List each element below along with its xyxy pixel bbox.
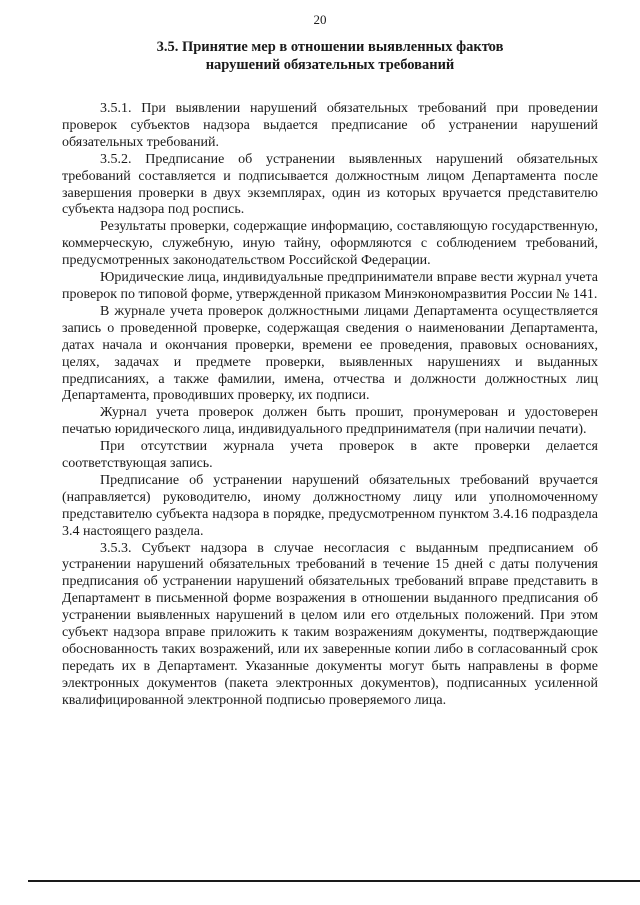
section-heading-line-2: нарушений обязательных требований [205, 57, 455, 73]
section-heading-line-1: 3.5. Принятие мер в отношении выявленных фактов [156, 39, 504, 55]
paragraph-journal-entry: В журнале учета проверок должностными лицами Департамента осуществляется запись о проведенной проверке, содержащая сведения о наименовании Департамента, датах начала и окончания проверки, времени ее проведения, правовых основаниях, целях, задачах и предмете проверки, выявленных нарушениях и выданных предписаниях, а также фамилии, имена, отчества и должности должностных лиц Департамента, проводивших проверку, их подписи. [62, 303, 598, 404]
paragraph-3-5-2: 3.5.2. Предписание об устранении выявленных нарушений обязательных требований составляется и подписывается должностным лицом Департамента после завершения проверки в двух экземплярах, один из которых вручается представителю субъекта надзора под роспись. [62, 151, 598, 218]
bottom-rule [28, 880, 640, 882]
paragraph-3-5-1: 3.5.1. При выявлении нарушений обязательных требований при проведении проверок субъектов надзора выдается предписание об устранении нарушений обязательных требований. [62, 101, 598, 150]
paragraph-journal-binding: Журнал учета проверок должен быть прошит, пронумерован и удостоверен печатью юридического лица, индивидуального предпринимателя (при наличии печати). [62, 405, 598, 438]
section-heading [60, 38, 600, 74]
paragraph-journal-right: Юридические лица, индивидуальные предприниматели вправе вести журнал учета проверок по типовой форме, утвержденной приказом Минэкономразвития России № 141. [62, 270, 598, 302]
paragraph-3-5-3: 3.5.3. Субъект надзора в случае несогласия с выданным предписанием об устранении нарушений обязательных требований в течение 15 дней с даты получения предписания об устранении нарушений обязательных требований вправе представить в Департамент в письменной форме возражения в отношении выданного предписания об устранении выявленных нарушений в целом или его отдельных положений. При этом субъект надзора вправе приложить к таким возражениям документы, подтверждающие обоснованность таких возражений, или их заверенные копии либо в согласованный срок передать их в Департамент. Указанные документы могут быть направлены в форме электронных документов (пакета электронных документов), подписанных усиленной квалифицированной электронной подписью проверяемого лица. [62, 540, 598, 708]
body-text [62, 101, 598, 710]
paragraph-order-delivery: Предписание об устранении нарушений обязательных требований вручается (направляется) руководителю, иному должностному лицу или уполномоченному представителю субъекта надзора в порядке, предусмотренном пунктом 3.4.16 подраздела 3.4 настоящего раздела. [62, 472, 598, 539]
paragraph-secret-info: Результаты проверки, содержащие информацию, составляющую государственную, коммерческую, служебную, иную тайну, оформляются с соблюдением требований, предусмотренных законодательством Российской Федерации. [62, 219, 598, 269]
paragraph-no-journal: При отсутствии журнала учета проверок в акте проверки делается соответствующая запись. [62, 439, 598, 472]
page-number: 20 [313, 12, 327, 27]
